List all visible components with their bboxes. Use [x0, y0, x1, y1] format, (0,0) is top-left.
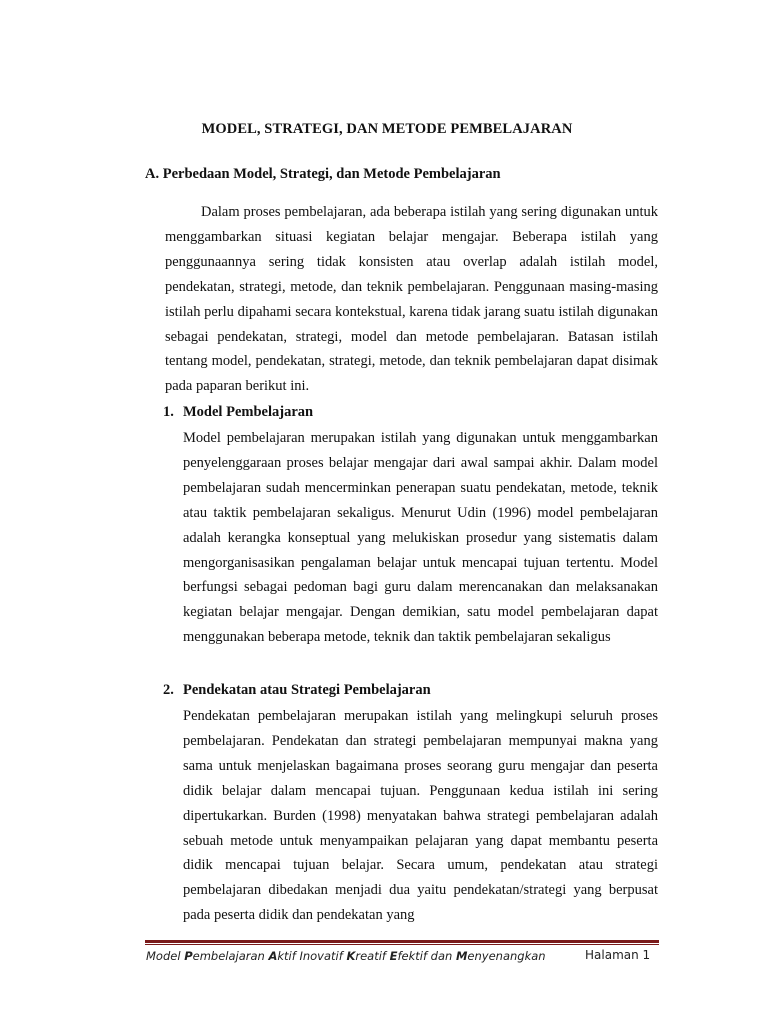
footer-title-segment: A — [268, 949, 278, 963]
footer-title-segment: ktif Inovatif — [277, 949, 347, 963]
section-heading: A. Perbedaan Model, Strategi, dan Metode Pembelajaran — [145, 166, 501, 182]
footer-title-segment: P — [184, 949, 193, 963]
page-title: MODEL, STRATEGI, DAN METODE PEMBELAJARAN — [201, 121, 573, 137]
list-item-heading-strategi: Pendekatan atau Strategi Pembelajaran — [183, 682, 431, 698]
footer-title-segment: E — [389, 949, 398, 963]
list-item-heading-model: Model Pembelajaran — [183, 404, 314, 420]
footer-book-title — [146, 949, 546, 963]
footer-title-segment: M — [455, 949, 468, 963]
footer-title-segment: reatif — [355, 949, 390, 963]
intro-paragraph: Dalam proses pembelajaran, ada beberapa istilah yang sering digunakan untuk menggambarkan situasi kegiatan belajar mengajar. Beberapa istilah yang penggunaannya sering tidak konsisten atau overlap adalah istilah model, pendekatan, strategi, metode, dan teknik pembelajaran. Penggunaan masing-masing istilah perlu dipahami secara kontekstual, karena tidak jarang suatu istilah digunakan sebagai pendekatan, strategi, model dan metode pembelajaran. Batasan istilah tentang model, pendekatan, strategi, metode, dan teknik pembelajaran dapat disimak pada paparan berikut ini. — [165, 204, 658, 395]
footer-title-segment: fektif dan — [397, 949, 456, 963]
footer-title-segment: embelajaran — [192, 949, 269, 963]
footer-title-segment: K — [346, 949, 356, 963]
list-item-body-model: Model pembelajaran merupakan istilah yang digunakan untuk menggambarkan penyelenggaraan proses belajar mengajar dari awal sampai akhir. Dalam model pembelajaran sudah mencerminkan penerapan suatu pendekatan, metode, teknik atau taktik pembelajaran sekaligus. Menurut Udin (1996) model pembelajaran adalah kerangka konseptual yang melukiskan prosedur yang sistematis dalam mengorganisasikan pengalaman belajar untuk mencapai tujuan tertentu. Model berfungsi sebagai pedoman bagi guru dalam merencanakan dan melaksanakan kegiatan belajar mengajar. Dengan demikian, satu model pembelajaran dapat menggunakan beberapa metode, teknik dan taktik pembelajaran sekaligus — [183, 430, 658, 646]
footer-title-segment: enyenangkan — [467, 949, 546, 963]
footer-divider — [145, 940, 659, 945]
footer-title-segment: Model — [146, 949, 185, 963]
list-item-number-2: 2. — [163, 682, 174, 698]
footer-page-number: Halaman 1 — [585, 948, 651, 962]
list-item-number-1: 1. — [163, 404, 174, 420]
list-item-body-strategi: Pendekatan pembelajaran merupakan istilah yang melingkupi seluruh proses pembelajaran. Pendekatan dan strategi pembelajaran mempunyai makna yang sama untuk menjelaskan bagaimana proses seorang guru mengajar dan peserta didik belajar dalam mencapai tujuan. Penggunaan kedua istilah ini sering dipertukarkan. Burden (1998) menyatakan bahwa strategi pembelajaran adalah sebuah metode untuk menyampaikan pelajaran yang dapat membantu peserta didik mencapai tujuan belajar. Secara umum, pendekatan atau strategi pembelajaran dibedakan menjadi dua yaitu pendekatan/strategi yang berpusat pada peserta didik dan pendekatan yang — [183, 708, 658, 924]
